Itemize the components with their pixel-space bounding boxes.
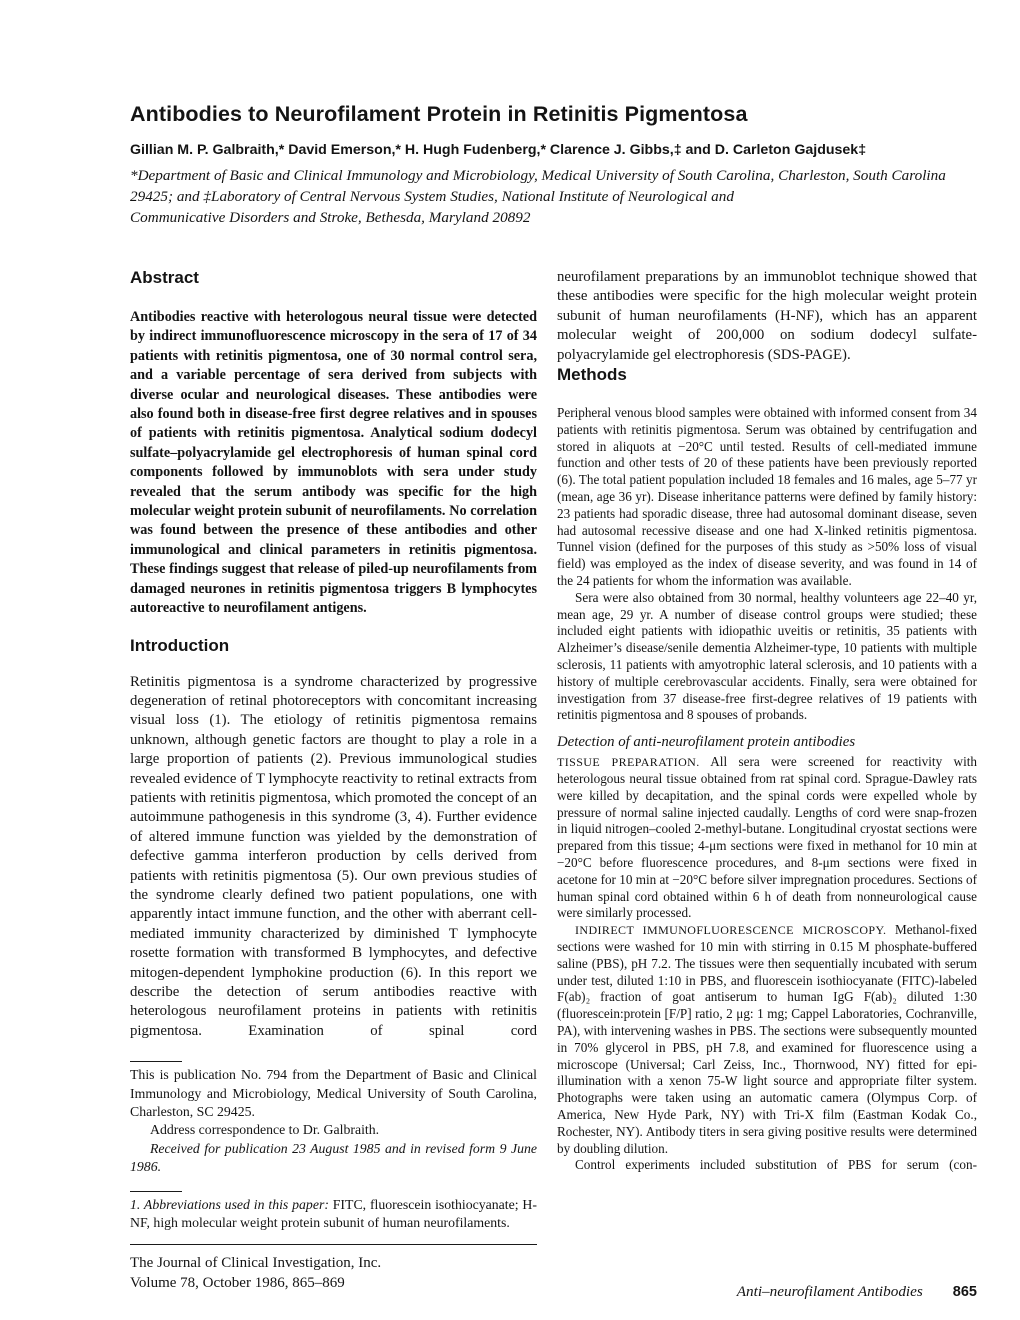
methods-heading: Methods	[557, 365, 627, 385]
abbreviations-label: 1. Abbreviations used in this paper:	[130, 1196, 329, 1212]
affiliation-line-1: *Department of Basic and Clinical Immunology and Microbiology, Medical University of South Carolina, Charleston, South Carolina	[130, 167, 946, 184]
journal-divider	[130, 1244, 537, 1245]
immunofluorescence-paragraph	[557, 922, 977, 1157]
journal-name: The Journal of Clinical Investigation, Inc.	[130, 1255, 382, 1272]
abbreviations-footnote	[130, 1196, 537, 1233]
footnotes-block	[130, 1061, 537, 1293]
journal-imprint-block	[130, 1244, 537, 1293]
introduction-heading: Introduction	[130, 635, 230, 655]
publication-footnote: This is publication No. 794 from the Department of Basic and Clinical Immunology and Microbiology, Medical University of South Carolina, Charleston, SC 29425.	[130, 1067, 537, 1120]
journal-volume: Volume 78, October 1986, 865–869	[130, 1275, 345, 1292]
article-header	[130, 102, 978, 228]
introduction-continuation: neurofilament preparations by an immunoblot technique showed that these antibodies were specific for the high molecular weight protein subunit of human neurofilaments (H-NF), which has an apparent molecular weight of 200,000 on sodium dodecyl sulfate-polyacrylamide gel electrophoresis (SDS-PAGE).	[557, 269, 977, 363]
left-column	[130, 268, 537, 1293]
authors-line: Gillian M. P. Galbraith,* David Emerson,* H. Hugh Fudenberg,* Clarence J. Gibbs,‡ and D. Carleton Gajdusek‡	[130, 142, 867, 158]
abstract-text: Antibodies reactive with heterologous neural tissue were detected by indirect immunofluorescence microscopy in the sera of 17 of 34 patients with retinitis pigmentosa, one of 30 normal control sera, and a variable percentage of sera derived from subjects with diverse ocular and neurological diseases. These antibodies were also found both in disease-free first degree relatives and in spouses of patients with retinitis pigmentosa. Analytical sodium dodecyl sulfate–polyacrylamide gel electrophoresis of human spinal cord components followed by immunoblots with sera under study revealed that the serum antibody was specific for the high molecular weight protein subunit of neurofilaments. No correlation was found between the presence of these antibodies and other immunological and clinical parameters in retinitis pigmentosa. These findings suggest that release of piled-up neurofilaments from damaged neurones in retinitis pigmentosa triggers B lymphocytes autoreactive to neurofilament antigens.	[130, 309, 537, 617]
methods-paragraph-controls: Sera were also obtained from 30 normal, healthy volunteers age 22–40 yr, mean age, 29 yr. A number of disease control groups were studied; these included eight patients with idiopathic uveitis or retinitis, 35 patients with Alzheimer’s disease/senile dementia Alzheimer-type, 10 patients with multiple sclerosis, 11 patients with amyotrophic lateral sclerosis, and 10 patients with a history of multiple cerebrovascular accidents. Finally, sera were obtained for investigation from 37 disease-free first-degree relatives of 19 patients with retinitis pigmentosa and 8 spouses of probands.	[557, 589, 977, 723]
control-experiments-partial: Control experiments included substitution of PBS for serum (con-	[575, 1157, 977, 1173]
affiliation-line-2: 29425; and ‡Laboratory of Central Nervous System Studies, National Institute of Neurological and	[130, 188, 734, 205]
tissue-preparation-text: All sera were screened for reactivity with heterologous neural tissue obtained from rat spinal cord. Sprague-Dawley rats were killed by decapitation, and the spinal cords were expelled whole by pressure of normal saline injected caudally. Lengths of cord were snap-frozen in liquid nitrogen–cooled 2-methyl-butane. Longitudinal cryostat sections were prepared from this tissue; 4-μm sections were fixed in methanol for 10 min at −20°C before fluorescence procedures, and 8-μm sections were fixed in acetone for 10 min at −20°C before silver impregnation procedures. Sections of human spinal cord obtained within 6 h of death from nonneurological cause were similarly processed.	[557, 754, 978, 921]
correspondence-footnote: Address correspondence to Dr. Galbraith.	[150, 1122, 380, 1138]
abbreviations-text: FITC, fluorescein isothiocyanate; H-NF, high molecular weight protein subunit of human neurofilaments.	[130, 1196, 537, 1231]
page-number: 865	[952, 1284, 977, 1300]
right-column	[557, 268, 977, 1174]
received-footnote: Received for publication 23 August 1985 and in revised form 9 June 1986.	[130, 1140, 537, 1175]
paper-title: Antibodies to Neurofilament Protein in Retinitis Pigmentosa	[130, 102, 748, 126]
tissue-preparation-paragraph	[557, 754, 977, 922]
detection-subheading: Detection of anti-neurofilament protein antibodies	[557, 734, 856, 751]
running-footer	[557, 1283, 977, 1301]
introduction-text: Retinitis pigmentosa is a syndrome characterized by progressive degeneration of retinal photoreceptors with concomitant increasing visual loss (1). The etiology of retinitis pigmentosa remains unknown, although genetic factors are thought to play a role in a large proportion of patients (2). Previous immunological studies revealed evidence of T lymphocyte reactivity to retinal extracts from patients with retinitis pigmentosa, which promoted the concept of an autoimmune pathogenesis in this syndrome (3, 4). Further evidence of altered immune function was yielded by the demonstration of defective gamma interferon production by cells derived from patients with retinitis pigmentosa (5). Our own previous studies of the syndrome clearly defined two patient populations, one with apparently intact immune function, and the other with aberrant cell-mediated immunity characterized by diminished T lymphocyte rosette formation with transformed B lymphocytes, and defective mitogen-dependent lymphokine production (6). In this report we describe the detection of serum antibodies reactive with heterologous neurofilament proteins in patients with retinitis pigmentosa. Examination of spinal cord	[130, 673, 537, 1039]
tissue-preparation-label: TISSUE PREPARATION.	[557, 755, 700, 770]
footnote-divider-1	[130, 1061, 182, 1062]
abbreviations-block	[130, 1191, 537, 1233]
immunofluorescence-label: INDIRECT IMMUNOFLUORESCENCE MICROSCOPY.	[575, 923, 887, 938]
footnote-divider-2	[130, 1191, 182, 1192]
immunofluorescence-text: Methanol-fixed sections were washed for 10 min with stirring in 0.15 M phosphate-buffered saline (PBS), pH 7.2. The tissues were then sequentially incubated with serum under test, diluted 1:10 in PBS, and fluorescein isothiocyanate (FITC)-labeled F(ab)₂ fraction of goat antiserum to human IgG F(ab)₂ diluted 1:30 (fluorescein:protein [F/P] ratio, 2 μg: 1 mg; Cappel Laboratories, Cochranville, PA), with intervening washes in PBS. The sections were subsequently mounted in 70% glycerol in PBS, pH 7.8, and examined for fluorescence using a microscope (Universal; Carl Zeiss, Inc., Thornwood, NY) fitted for epi-illumination with a xenon 75-W light source and appropriate filter system. Photographs were taken using an automatic camera (Olympus Corp. of America, New Hyde Park, NY) with Tri-X film (Eastman Kodak Co., Rochester, NY). Antibody titers in sera giving positive results were determined by doubling dilution.	[557, 922, 977, 1156]
abstract-heading: Abstract	[130, 268, 199, 287]
affiliation-line-3: Communicative Disorders and Stroke, Bethesda, Maryland 20892	[130, 209, 531, 226]
running-title: Anti–neurofilament Antibodies	[736, 1283, 923, 1300]
methods-paragraph-patients: Peripheral venous blood samples were obtained with informed consent from 34 patients with retinitis pigmentosa. Serum was obtained by centrifugation and stored in aliquots at −20°C until tested. Results of cell-mediated immune function and other tests of 20 of these patients have been previously reported (6). The total patient population included 18 females and 16 males, age 5–77 yr (mean, age 36 yr). Disease inheritance patterns were defined by family history: 23 patients had sporadic disease, three had autosomal dominant disease, seven had autosomal recessive disease and one had X-linked retinitis pigmentosa. Tunnel vision (defined for the purposes of this study as >50% loss of visual field) was employed as the index of disease severity, and was found in 14 of the 24 patients for whom the information was available.	[557, 405, 977, 588]
